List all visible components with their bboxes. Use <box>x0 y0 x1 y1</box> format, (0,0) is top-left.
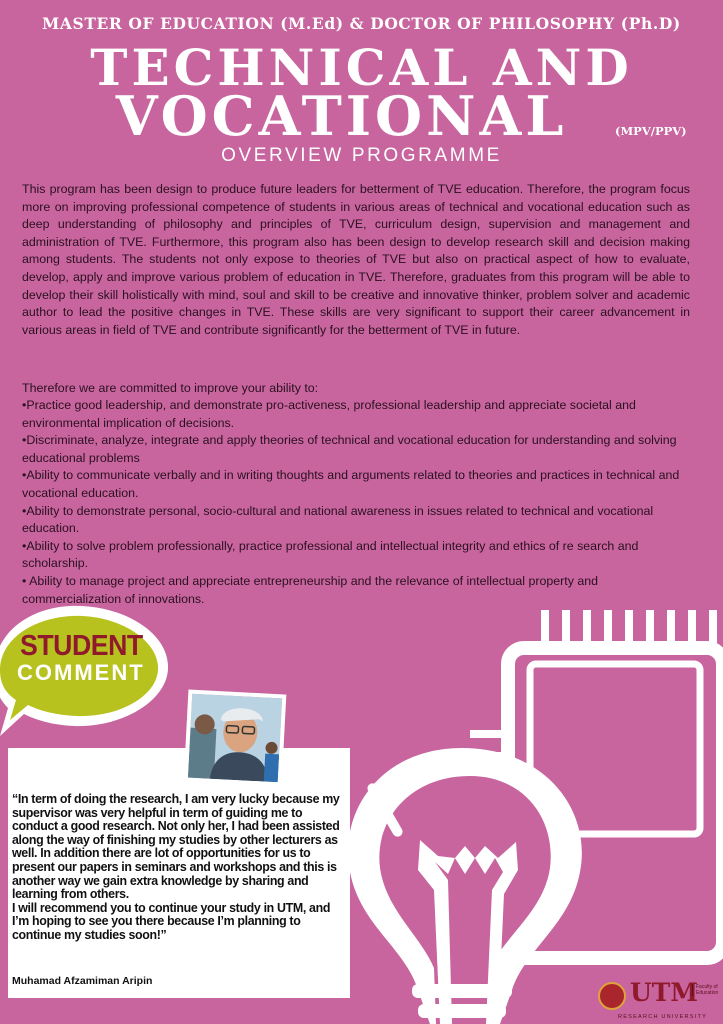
list-item: • Ability to communicate verbally and in writing thoughts and arguments related to theories and practices in technical and vocational education. <box>22 467 690 502</box>
list-item: • Ability to solve problem professionally, practice professional and intellectual integrity and ethics of re search and scholarship. <box>22 538 690 573</box>
faculty-label: Faculty of Education <box>692 984 718 996</box>
intro-paragraph: This program has been design to produce future leaders for betterment of TVE education. Therefore, the program focus more on improving professional competence of students in various areas of technical and vocational education such as deep understanding of philosophy and principles of TVE, curriculum design, supervision and management and administration of TVE. Furthermore, this program also has been design to develop research skill and decision making among students. The students not only expose to theories of TVE but also on practical aspect of how to evaluate, develop, apply and improve various problem of education in TVE. Therefore, graduates from this program will be able to develop their skill holistically with mind, soul and skill to be creative and innovative thinker, problem solver and academic author to lead the positive changes in TVE. These skills are very significant to support their career advancement in various areas in field of TVE and contribute significantly for the betterment of TVE in future. <box>22 182 690 337</box>
program-code: (MPV/PPV) <box>615 124 687 138</box>
badge-comment: COMMENT <box>17 660 145 685</box>
badge-student: STUDENT <box>20 630 143 662</box>
light-bulb-icon <box>348 748 582 1024</box>
title-line-1: TECHNICAL AND <box>90 38 633 97</box>
research-university-label: RESEARCH UNIVERSITY <box>618 1014 708 1020</box>
commitment-lead: Therefore we are committed to improve your ability to: <box>22 381 319 395</box>
list-item: • Ability to manage project and appreciate entrepreneurship and the relevance of intellectual property and commercialization of innovations. <box>22 573 690 608</box>
utm-logo <box>598 980 718 1020</box>
degree-heading: MASTER OF EDUCATION (M.Ed) & DOCTOR OF PHILOSOPHY (Ph.D) <box>42 14 681 33</box>
section-heading: OVERVIEW PROGRAMME <box>221 145 502 166</box>
student-name: Muhamad Afzamiman Aripin <box>12 975 153 987</box>
student-quote: “In term of doing the research, I am very lucky because my supervisor was very helpful in term of guiding me to conduct a good research. Not only her, I had been assisted along the way of finishing my studies by other lecturers as well. In addition there are lot of opportunities for us to present our papers in seminars and workshops and this is another way we gain extra knowledge by sharing and learning from others. I will recommend you to continue your study in UTM, and I’m hoping to see you there because I’m planning to continue my studies soon!” <box>12 792 340 942</box>
student-portrait-icon <box>188 694 282 783</box>
list-item: • Discriminate, analyze, integrate and apply theories of technical and vocational education for understanding and solving educational problems <box>22 432 690 467</box>
utm-seal-icon <box>598 982 626 1010</box>
student-photo <box>184 689 287 786</box>
list-item: • Ability to demonstrate personal, socio-cultural and national awareness in issues related to technical and vocational education. <box>22 503 690 538</box>
list-item: • Practice good leadership, and demonstrate pro-activeness, professional leadership and appreciate societal and environmental implication of decisions. <box>22 397 690 432</box>
title-line-2: VOCATIONAL <box>115 84 568 148</box>
utm-wordmark: UTM <box>630 978 699 1007</box>
